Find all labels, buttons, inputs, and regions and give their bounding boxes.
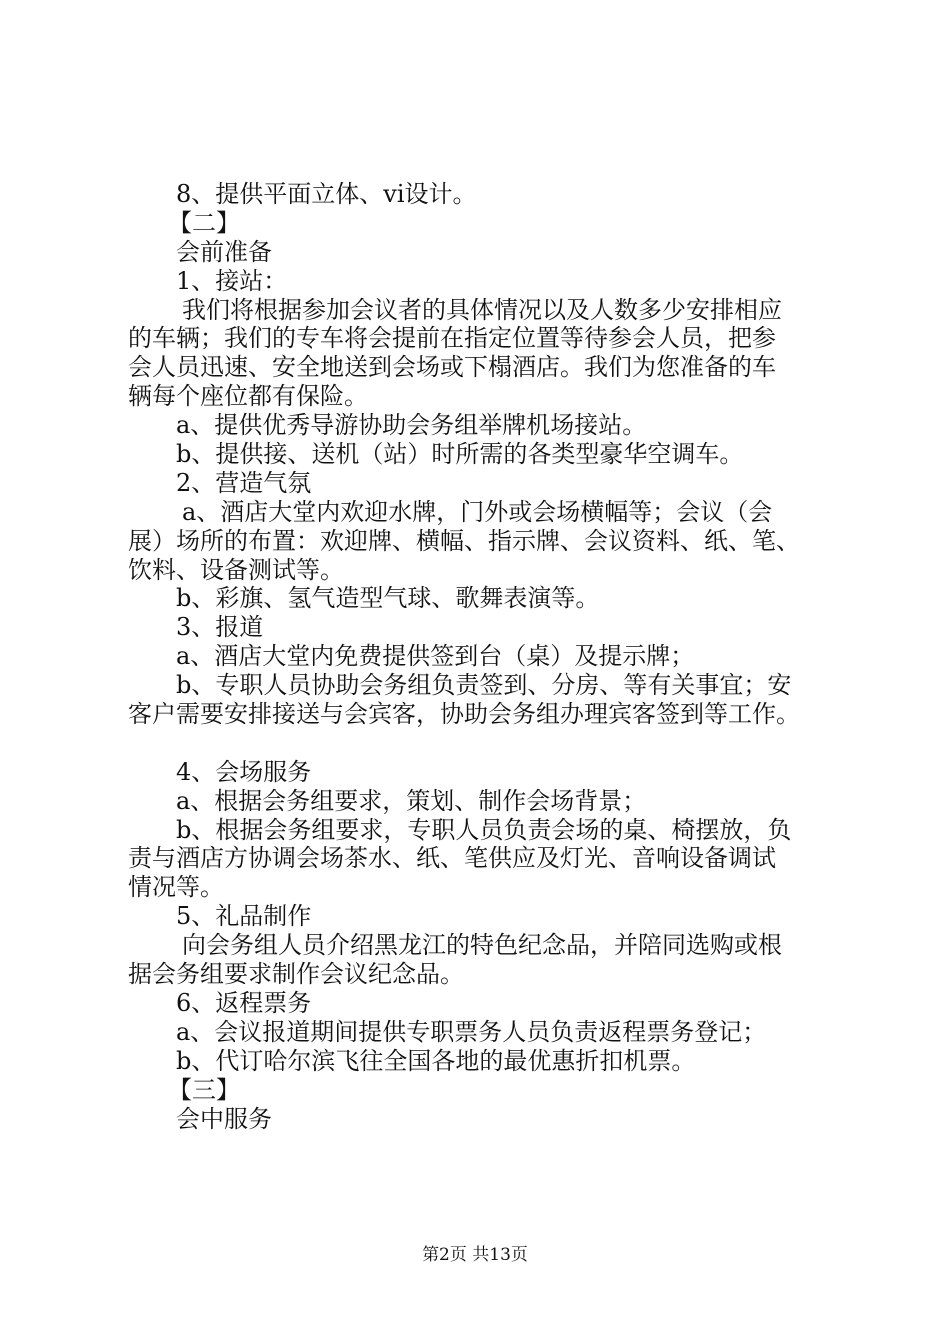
item-heading: 4、会场服务: [176, 757, 312, 786]
item-heading: 1、接站：: [176, 266, 288, 295]
blank-line: [128, 729, 833, 758]
text-line: a、酒店大堂内免费提供签到台（桌）及提示牌；: [176, 642, 695, 671]
paragraph-line: 会人员迅速、安全地送到会场或下榻酒店。我们为您准备的车: [128, 353, 776, 382]
paragraph-line: 的车辆；我们的专车将会提前在指定位置等待参会人员，把参: [128, 324, 776, 353]
paragraph-line: 客户需要安排接送与会宾客，协助会务组办理宾客签到等工作。: [128, 700, 800, 729]
paragraph-line: b、专职人员协助会务组负责签到、分房、等有关事宜；安: [176, 671, 792, 700]
section-heading: 【二】: [168, 208, 240, 237]
section-heading: 【三】: [168, 1075, 240, 1104]
paragraph-line: 责与酒店方协调会场茶水、纸、笔供应及灯光、音响设备调试: [128, 844, 776, 873]
text-line: b、彩旗、氢气造型气球、歌舞表演等。: [176, 584, 600, 613]
text-line: a、会议报道期间提供专职票务人员负责返程票务登记；: [176, 1017, 767, 1046]
text-line: b、代订哈尔滨飞往全国各地的最优惠折扣机票。: [176, 1046, 696, 1075]
item-heading: 5、礼品制作: [176, 902, 312, 931]
text-line: a、提供优秀导游协助会务组举牌机场接站。: [176, 411, 647, 440]
document-body: [128, 180, 833, 1133]
paragraph-line: 我们将根据参加会议者的具体情况以及人数多少安排相应: [182, 295, 782, 324]
section-title: 会前准备: [176, 237, 272, 266]
paragraph-line: 辆每个座位都有保险。: [128, 382, 368, 411]
paragraph-line: 情况等。: [128, 873, 224, 902]
item-heading: 2、营造气氛: [176, 468, 312, 497]
text-line: a、根据会务组要求，策划、制作会场背景；: [176, 786, 647, 815]
paragraph-line: b、根据会务组要求，专职人员负责会场的桌、椅摆放，负: [176, 815, 792, 844]
section-title: 会中服务: [176, 1104, 272, 1133]
paragraph-line: 饮料、设备测试等。: [128, 555, 344, 584]
page-number-footer: 第2页 共13页: [422, 1245, 528, 1265]
paragraph-line: 向会务组人员介绍黑龙江的特色纪念品，并陪同选购或根: [182, 931, 782, 960]
text-line: 8、提供平面立体、vi设计。: [176, 180, 477, 208]
text-line: b、提供接、送机（站）时所需的各类型豪华空调车。: [176, 440, 744, 469]
paragraph-line: a、酒店大堂内欢迎水牌，门外或会场横幅等；会议（会: [182, 497, 773, 526]
paragraph-line: 展）场所的布置：欢迎牌、横幅、指示牌、会议资料、纸、笔、: [128, 526, 800, 555]
item-heading: 6、返程票务: [176, 988, 312, 1017]
item-heading: 3、报道: [176, 613, 264, 642]
paragraph-line: 据会务组要求制作会议纪念品。: [128, 960, 464, 989]
